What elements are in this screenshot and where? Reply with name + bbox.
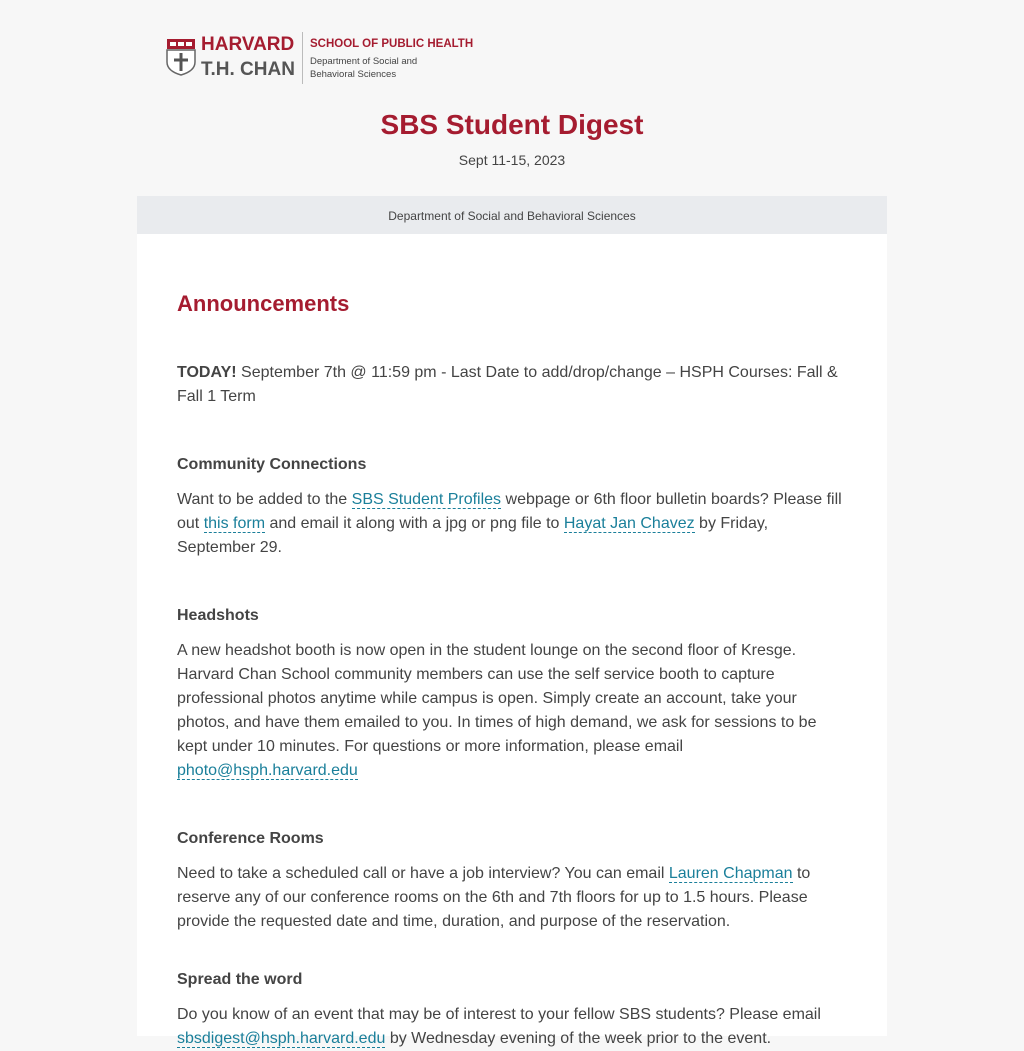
harvard-shield-icon — [166, 38, 196, 76]
today-text: September 7th @ 11:59 pm - Last Date to add/drop/change – HSPH Courses: Fall & Fall 1 Term — [177, 364, 838, 405]
harvard-chan-logo — [166, 31, 476, 85]
text-segment: by Wednesday evening of the week prior to the event. — [385, 1030, 772, 1047]
text-segment: Want to be added to the — [177, 491, 352, 508]
community-text — [177, 488, 849, 560]
conference-text — [177, 862, 849, 934]
text-segment: Do you know of an event that may be of interest to your fellow SBS students? Please email — [177, 1006, 821, 1023]
spread-heading: Spread the word — [177, 971, 303, 988]
headshots-text — [177, 639, 849, 783]
announcements-heading: Announcements — [177, 291, 350, 316]
logo-dept-line1: Department of Social and — [310, 56, 418, 67]
headshots-heading: Headshots — [177, 607, 259, 624]
digest-date: Sept 11-15, 2023 — [458, 152, 566, 168]
logo-school: SCHOOL OF PUBLIC HEALTH — [310, 38, 474, 50]
photo-email-link[interactable]: photo@hsph.harvard.edu — [177, 762, 358, 779]
logo-chan: T.H. CHAN — [201, 59, 295, 80]
sbs-student-profiles-link[interactable]: SBS Student Profiles — [351, 491, 502, 508]
text-segment: A new headshot booth is now open in the student lounge on the second floor of Kresge. Harvard Chan School community members can use the self service booth to capture professional photos anytime while campus is open. Simply create an account, take your photos, and have them emailed to you. In times of high demand, we ask for sessions to be kept under 10 minutes. For questions or more information, please email — [177, 642, 817, 755]
department-banner: Department of Social and Behavioral Sciences — [137, 196, 887, 234]
text-segment: webpage or 6th floor bulletin boards? Please fill out — [177, 491, 842, 532]
logo-department — [310, 55, 417, 81]
this-form-link[interactable]: this form — [203, 515, 266, 532]
logo-divider — [302, 32, 303, 84]
lauren-chapman-link[interactable]: Lauren Chapman — [668, 865, 793, 882]
logo-harvard: HARVARD — [201, 34, 295, 55]
hayat-jan-chavez-link[interactable]: Hayat Jan Chavez — [563, 515, 695, 532]
page-title: SBS Student Digest — [380, 109, 644, 140]
text-segment: by Friday, September 29. — [177, 515, 769, 556]
digest-card — [137, 196, 887, 1047]
text-segment: Need to take a scheduled call or have a job interview? You can email — [177, 865, 669, 882]
logo-dept-line2: Behavioral Sciences — [310, 69, 397, 80]
text-segment: to reserve any of our conference rooms on the 6th and 7th floors for up to 1.5 hours. Please provide the requested date and time, duration, and purpose of the reservation. — [177, 865, 811, 930]
today-notice — [177, 361, 849, 409]
announcements-section — [177, 290, 849, 1051]
spread-text — [177, 1003, 849, 1051]
text-segment: and email it along with a jpg or png file to — [265, 515, 564, 532]
today-label: TODAY! — [177, 364, 237, 381]
sbsdigest-email-link[interactable]: sbsdigest@hsph.harvard.edu — [177, 1030, 386, 1047]
community-heading: Community Connections — [177, 456, 367, 473]
conference-heading: Conference Rooms — [177, 830, 324, 847]
